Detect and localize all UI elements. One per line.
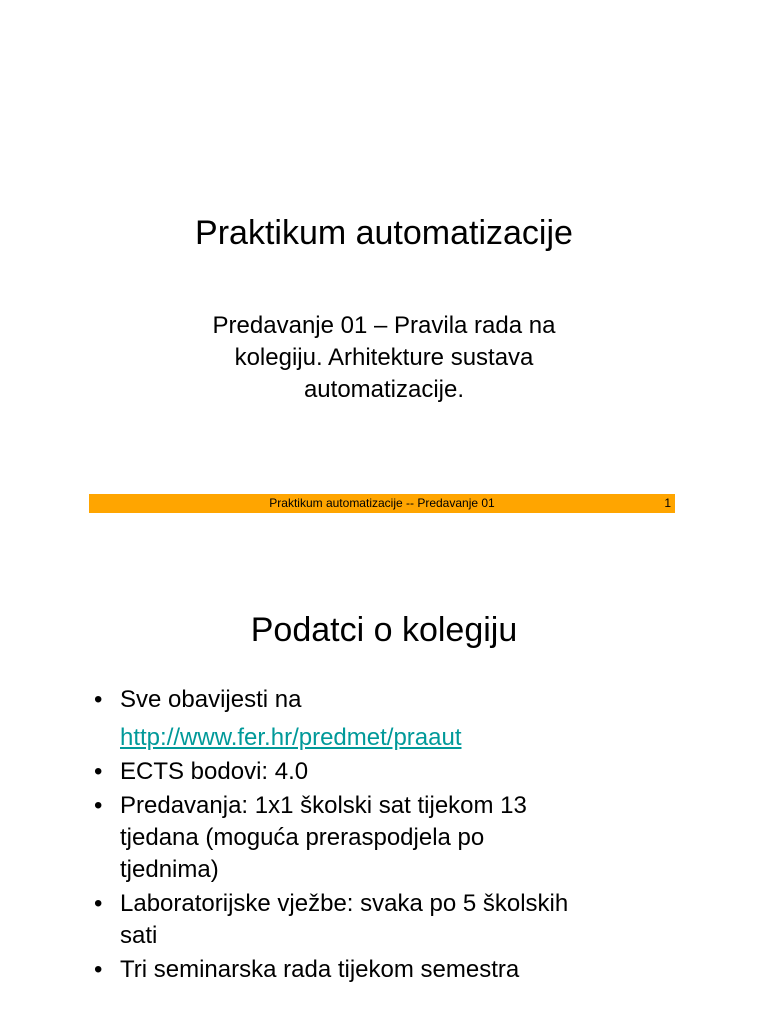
slide-subtitle bbox=[134, 310, 634, 406]
bullet-text: sati bbox=[120, 922, 158, 949]
bullet-icon: • bbox=[94, 792, 103, 819]
slide-title: Podatci o kolegiju bbox=[250, 611, 518, 649]
bullet-text: tjednima) bbox=[120, 856, 219, 883]
bullet-list bbox=[94, 684, 734, 986]
page-number: 1 bbox=[664, 496, 671, 510]
bullet-icon: • bbox=[94, 890, 103, 917]
footer-text: Praktikum automatizacije -- Predavanje 01 bbox=[269, 496, 495, 510]
bullet-icon: • bbox=[94, 686, 103, 713]
bullet-text: Predavanja: 1x1 školski sat tijekom 13 bbox=[120, 792, 527, 819]
list-item bbox=[94, 888, 734, 952]
bullet-text: ECTS bodovi: 4.0 bbox=[120, 758, 309, 785]
slide-footer-bar bbox=[89, 494, 675, 513]
list-item bbox=[94, 790, 734, 886]
bullet-icon: • bbox=[94, 956, 103, 983]
bullet-icon: • bbox=[94, 758, 103, 785]
course-link[interactable]: http://www.fer.hr/predmet/praaut bbox=[120, 724, 462, 751]
list-item bbox=[94, 756, 734, 788]
list-item bbox=[94, 684, 734, 754]
bullet-text: Laboratorijske vježbe: svaka po 5 školskih bbox=[120, 890, 569, 917]
subtitle-line: Predavanje 01 – Pravila rada na bbox=[212, 312, 556, 339]
list-item bbox=[94, 954, 734, 986]
subtitle-line: kolegiju. Arhitekture sustava bbox=[234, 344, 534, 371]
bullet-text: Tri seminarska rada tijekom semestra bbox=[120, 956, 520, 983]
bullet-text: tjedana (moguća preraspodjela po bbox=[120, 824, 485, 851]
slide-title: Praktikum automatizacije bbox=[195, 214, 573, 252]
bullet-text: Sve obavijesti na bbox=[120, 686, 302, 713]
subtitle-line: automatizacije. bbox=[303, 376, 465, 403]
